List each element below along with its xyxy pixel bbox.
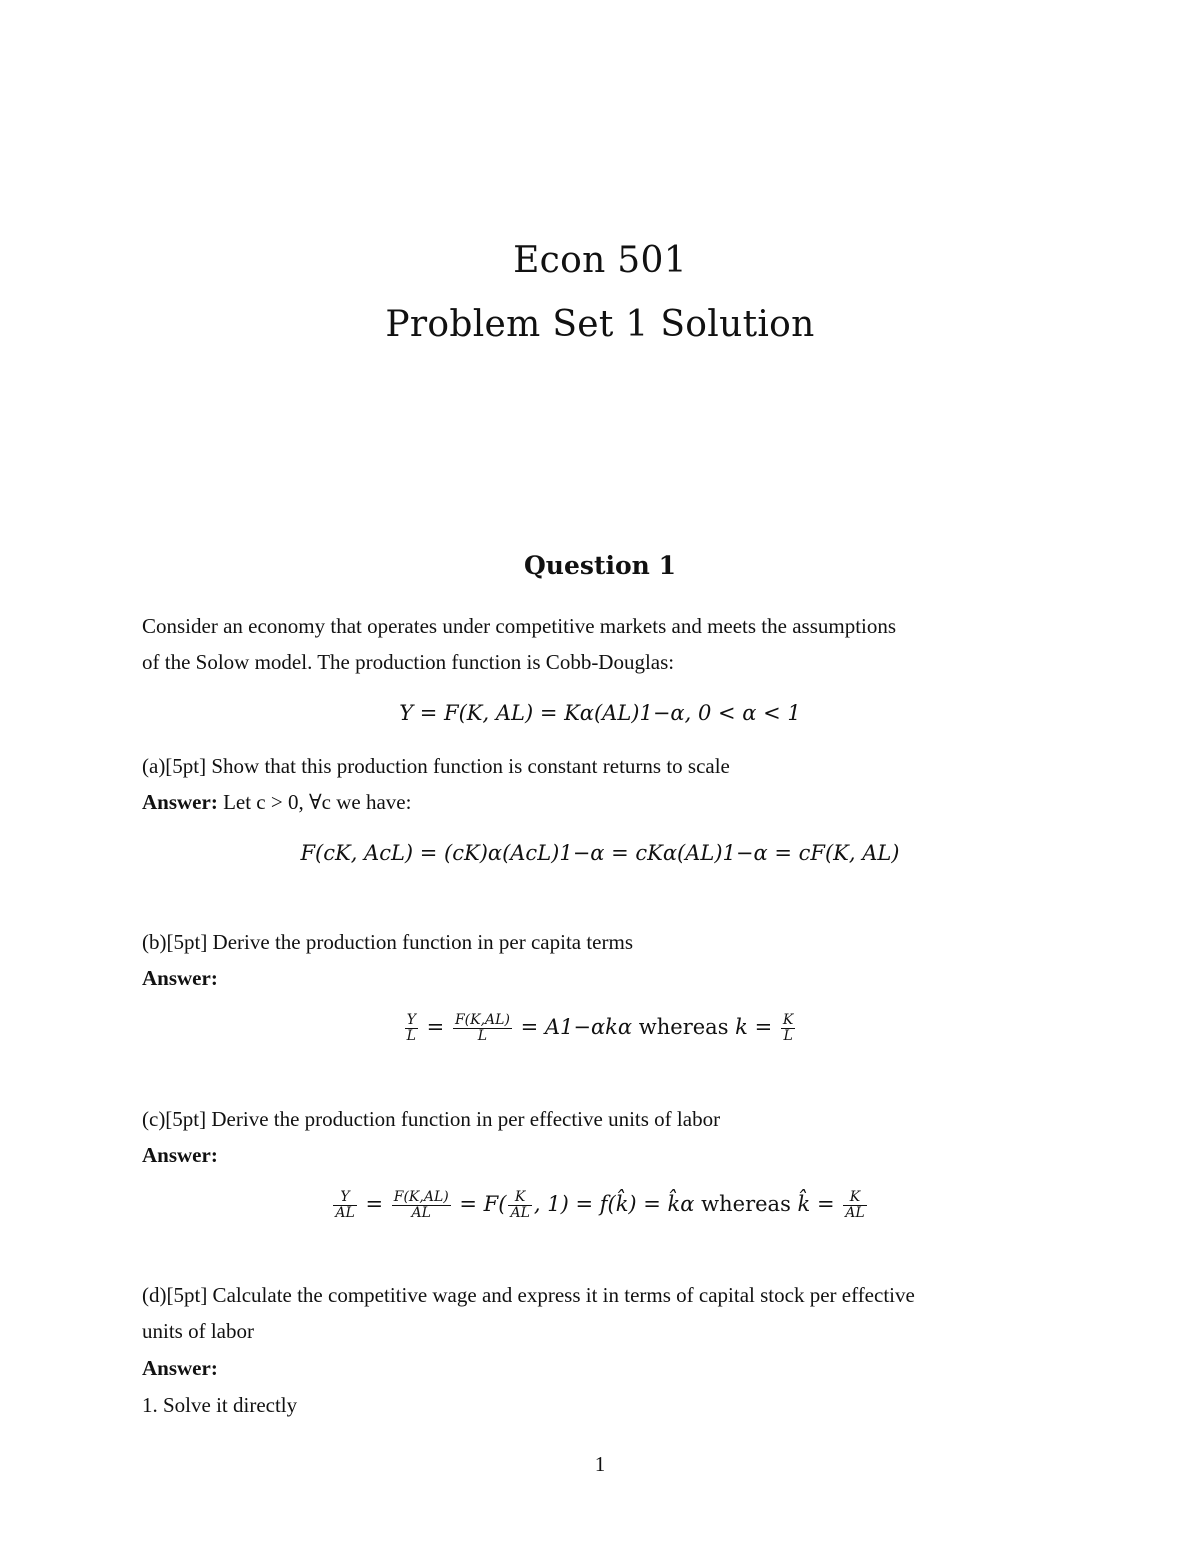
part-d-answer-label: Answer: [142,1356,218,1380]
part-c-k-hat-definition: k̂ = [797,1192,835,1216]
document-title-problem-set: Problem Set 1 Solution [385,304,815,345]
part-b-frac-y-over-l: $\frac{Y}{L}$ [406,1012,416,1044]
part-a-equation: F(cK, AcL) = (cK)α(AcL)1−α = cKα(AL)1−α = cF(K, AL) [300,841,900,865]
question-heading: Question 1 [524,551,676,580]
part-b-whereas: whereas [638,1015,729,1039]
part-b-answer-label: Answer: [142,966,218,990]
part-c-frac-k-over-al: $\frac{K}{AL}$ [510,1189,530,1221]
part-b-equation: $\frac{Y}{L}$ = $\frac{F(K,AL)}{L}$ = A1−αkα whereas k = $\frac{K}{L}$ [406,1012,794,1044]
part-c-prompt: (c)[5pt] Derive the production function in per effective units of labor [142,1107,721,1131]
part-b-frac-f-over-l: $\frac{F(K,AL)}{L}$ [454,1012,510,1044]
part-b-prompt: (b)[5pt] Derive the production function in per capita terms [142,930,633,954]
part-c-frac-y-over-al: $\frac{Y}{AL}$ [335,1189,355,1221]
part-c-frac-k-over-al-def: $\frac{K}{AL}$ [845,1189,865,1221]
part-d-prompt-line-2: units of labor [142,1319,254,1343]
part-b-frac-k-over-l: $\frac{K}{L}$ [782,1012,794,1044]
part-b-k-definition: k = [735,1015,773,1039]
part-c-mid-1: = F( [459,1192,507,1216]
part-d-prompt-line-1: (d)[5pt] Calculate the competitive wage and express it in terms of capital stock per effective [142,1283,915,1307]
question-intro-line-1: Consider an economy that operates under competitive markets and meets the assumptions [142,614,897,638]
question-intro-line-2: of the Solow model. The production function is Cobb-Douglas: [142,650,675,674]
part-c-whereas: whereas [701,1192,791,1216]
part-c-equation: $\frac{Y}{AL}$ = $\frac{F(K,AL)}{AL}$ = F( $\frac{K}{AL}$ , 1) = f(k̂) = k̂α whereas k̂ = $\frac{K}{AL}$ [335,1189,865,1221]
part-b-rhs: = A1−αkα [520,1015,633,1039]
part-a-answer-label: Answer: [142,790,218,814]
part-a-prompt: (a)[5pt] Show that this production function is constant returns to scale [142,754,730,778]
document-title-course: Econ 501 [513,240,687,281]
part-c-answer-label: Answer: [142,1143,218,1167]
page-number: 1 [594,1452,606,1476]
part-a-answer-text: Let c > 0, ∀c we have: [217,790,412,814]
part-c-mid-2: , 1) = f(k̂) = k̂α [533,1192,695,1216]
production-function-equation: Y = F(K, AL) = Kα(AL)1−α, 0 < α < 1 [399,701,801,725]
part-d-step-1: 1. Solve it directly [142,1393,298,1417]
part-a-answer-line [142,788,411,816]
part-c-frac-f-over-al: $\frac{F(K,AL)}{AL}$ [393,1189,449,1221]
